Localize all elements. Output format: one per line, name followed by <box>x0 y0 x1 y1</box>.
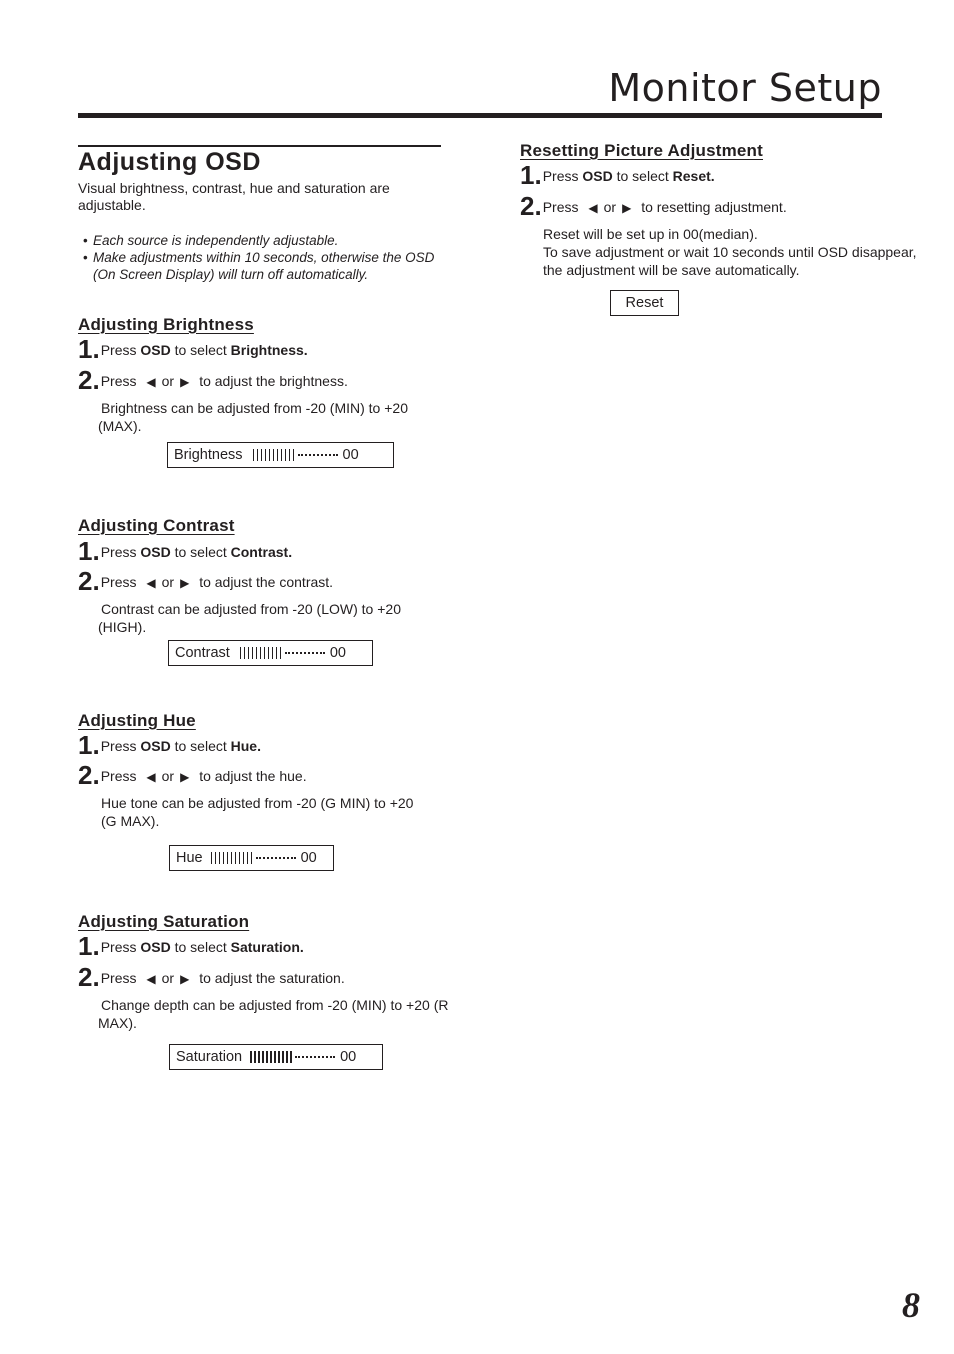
step-text: Press <box>100 574 137 590</box>
step-number: 2. <box>78 962 100 992</box>
reset-osd-box <box>610 290 679 316</box>
brightness-description: Brightness can be adjusted from -20 (MIN) to +20 (MAX). <box>98 400 408 434</box>
brightness-heading: Adjusting Brightness <box>78 315 254 334</box>
step-number: 1. <box>78 536 100 566</box>
osd-label: Contrast <box>175 645 230 661</box>
saturation-description: Change depth can be adjusted from -20 (MIN) to +20 (R MAX). <box>98 997 449 1031</box>
level-bar-icon <box>240 647 325 659</box>
step-text: Press <box>100 939 137 955</box>
step-number: 2. <box>78 566 100 596</box>
title-rule <box>78 113 882 118</box>
level-bar-icon <box>253 449 338 461</box>
osd-notes <box>79 232 449 283</box>
page-title: Monitor Setup <box>608 66 882 110</box>
osd-label: Saturation <box>176 1049 243 1065</box>
step-text: to adjust the contrast. <box>199 574 334 590</box>
brightness-step-1 <box>78 334 308 364</box>
step-number: 1. <box>78 334 100 364</box>
target-label: Reset. <box>672 168 715 184</box>
step-text: to select <box>174 342 227 358</box>
reset-description-1: Reset will be set up in 00(median). <box>543 226 758 242</box>
step-text: or <box>161 574 175 590</box>
left-arrow-icon: ◀ <box>146 576 156 590</box>
osd-key: OSD <box>140 342 171 358</box>
osd-label: Hue <box>176 850 203 866</box>
right-arrow-icon: ▶ <box>622 201 632 215</box>
step-text: to resetting adjustment. <box>641 199 787 215</box>
step-text: Press <box>100 544 137 560</box>
saturation-step-2 <box>78 962 345 992</box>
reset-description-2: To save adjustment or wait 10 seconds until OSD disappear, the adjustment will be save automatically. <box>543 244 917 278</box>
step-text: or <box>161 373 175 389</box>
hue-step-2 <box>78 760 307 790</box>
reset-step-1 <box>520 160 715 190</box>
hue-description: Hue tone can be adjusted from -20 (G MIN) to +20 (G MAX). <box>101 795 414 829</box>
right-arrow-icon: ▶ <box>180 576 190 590</box>
brightness-osd-box <box>167 442 394 468</box>
osd-value: 00 <box>340 1049 357 1065</box>
target-label: Hue. <box>230 738 261 754</box>
left-arrow-icon: ◀ <box>146 770 156 784</box>
step-text: Press <box>542 199 579 215</box>
level-bar-icon <box>211 852 296 864</box>
step-number: 1. <box>78 730 100 760</box>
osd-key: OSD <box>140 544 171 560</box>
step-text: Press <box>542 168 579 184</box>
step-number: 2. <box>78 365 100 395</box>
osd-value: 00 <box>329 645 346 661</box>
step-text: to select <box>174 544 227 560</box>
step-number: 1. <box>520 160 542 190</box>
step-text: to select <box>174 939 227 955</box>
hue-step-1 <box>78 730 261 760</box>
level-bar-icon <box>250 1051 335 1063</box>
right-arrow-icon: ▶ <box>180 375 190 389</box>
target-label: Brightness. <box>230 342 308 358</box>
brightness-step-2 <box>78 365 348 395</box>
osd-value: 00 <box>300 850 317 866</box>
osd-intro: Visual brightness, contrast, hue and saturation are adjustable. <box>78 180 390 213</box>
saturation-heading: Adjusting Saturation <box>78 912 250 931</box>
saturation-osd-box <box>169 1044 383 1070</box>
step-number: 2. <box>520 191 542 221</box>
step-text: or <box>161 970 175 986</box>
step-number: 2. <box>78 760 100 790</box>
osd-label: Brightness <box>174 447 243 463</box>
right-arrow-icon: ▶ <box>180 972 190 986</box>
osd-key: OSD <box>582 168 613 184</box>
target-label: Saturation. <box>230 939 304 955</box>
left-arrow-icon: ◀ <box>146 375 156 389</box>
step-text: to adjust the brightness. <box>199 373 348 389</box>
reset-step-2 <box>520 191 787 221</box>
step-text: or <box>161 768 175 784</box>
step-text: Press <box>100 738 137 754</box>
step-text: Press <box>100 342 137 358</box>
note-item: • Make adjustments within 10 seconds, otherwise the OSD (On Screen Display) will turn off automatically. <box>79 249 449 283</box>
contrast-step-1 <box>78 536 293 566</box>
osd-key: OSD <box>140 939 171 955</box>
contrast-osd-box <box>168 640 373 666</box>
section-rule <box>78 145 441 147</box>
step-text: to adjust the hue. <box>199 768 307 784</box>
page-number: 8 <box>902 1285 920 1325</box>
step-text: Press <box>100 373 137 389</box>
osd-section-title: Adjusting OSD <box>78 148 261 176</box>
step-text: to select <box>616 168 669 184</box>
step-text: Press <box>100 768 137 784</box>
osd-value: 00 <box>342 447 359 463</box>
target-label: Contrast. <box>230 544 293 560</box>
contrast-description: Contrast can be adjusted from -20 (LOW) to +20 (HIGH). <box>98 601 401 635</box>
contrast-step-2 <box>78 566 334 596</box>
reset-heading: Resetting Picture Adjustment <box>520 141 764 160</box>
hue-osd-box <box>169 845 334 871</box>
right-arrow-icon: ▶ <box>180 770 190 784</box>
contrast-heading: Adjusting Contrast <box>78 516 235 535</box>
hue-heading: Adjusting Hue <box>78 711 196 730</box>
left-arrow-icon: ◀ <box>146 972 156 986</box>
osd-label: Reset <box>625 295 664 311</box>
step-text: or <box>603 199 617 215</box>
left-arrow-icon: ◀ <box>588 201 598 215</box>
step-text: to adjust the saturation. <box>199 970 345 986</box>
osd-key: OSD <box>140 738 171 754</box>
step-number: 1. <box>78 931 100 961</box>
note-item: • Each source is independently adjustable. <box>79 232 449 249</box>
step-text: Press <box>100 970 137 986</box>
step-text: to select <box>174 738 227 754</box>
saturation-step-1 <box>78 931 304 961</box>
